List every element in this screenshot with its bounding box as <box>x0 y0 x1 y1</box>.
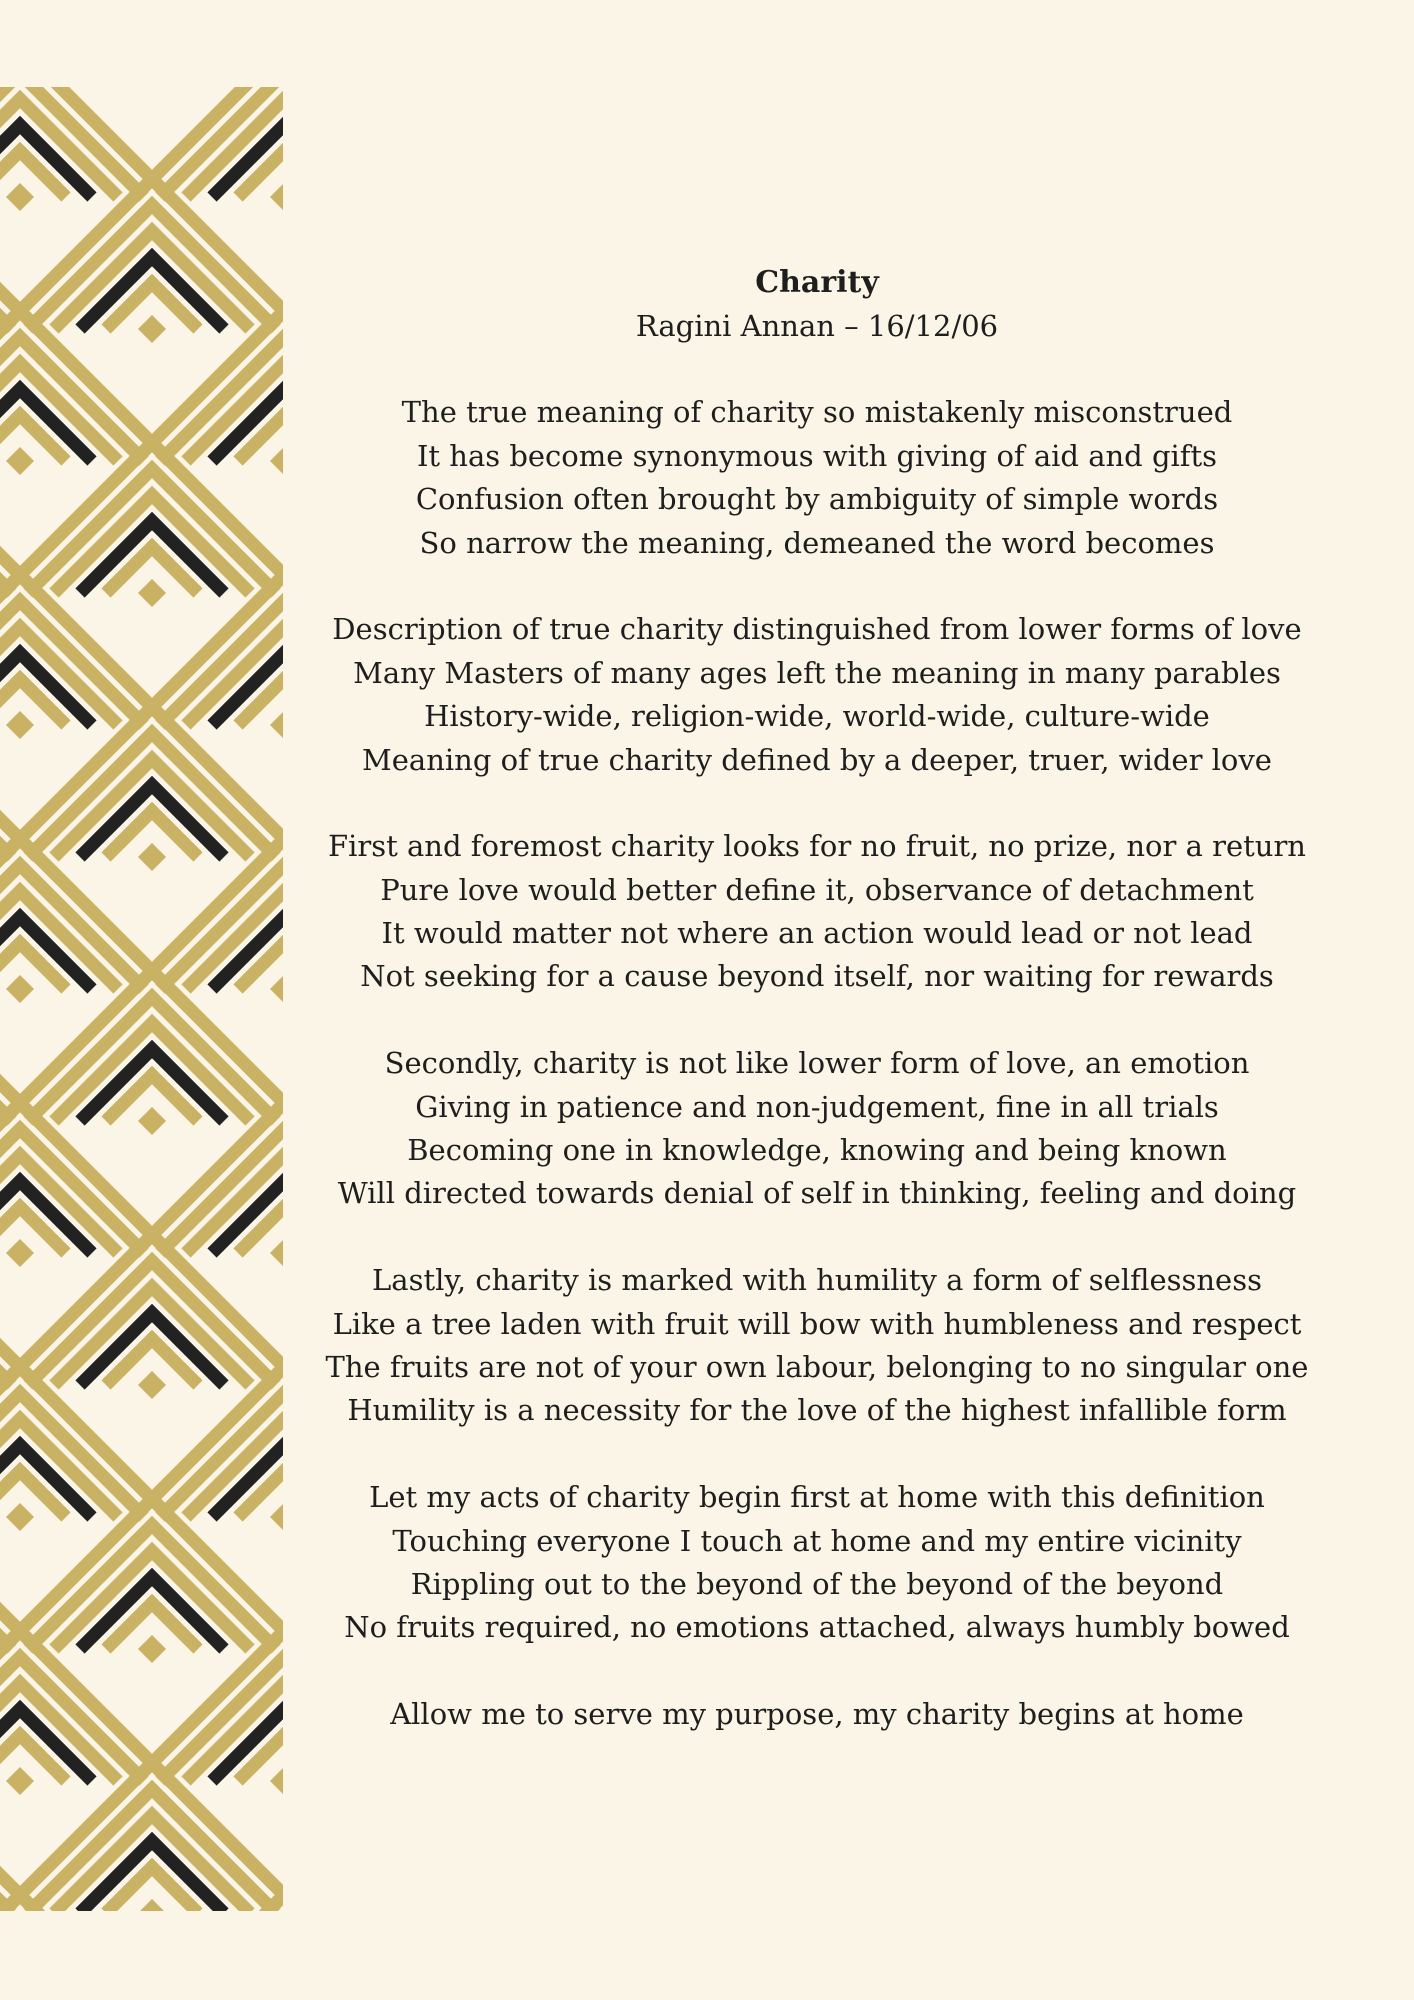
chevron-pattern-strip <box>0 87 283 1911</box>
poem-line: Many Masters of many ages left the meaning in many parables <box>353 655 1281 690</box>
stanza-gap <box>300 999 1334 1042</box>
poem-line: Let my acts of charity begin first at home with this definition <box>369 1480 1265 1515</box>
poem-line: It would matter not where an action would lead or not lead <box>381 916 1253 951</box>
poem-line: History-wide, religion-wide, world-wide, culture-wide <box>424 699 1210 734</box>
stanza <box>300 1259 1334 1433</box>
poem-line: Will directed towards denial of self in thinking, feeling and doing <box>337 1176 1297 1211</box>
stanza-gap <box>300 1650 1334 1693</box>
stanza-gap <box>300 782 1334 825</box>
poem-line: Rippling out to the beyond of the beyond of the beyond <box>410 1566 1224 1601</box>
stanza-gap <box>300 565 1334 608</box>
poem-line: Meaning of true charity defined by a deeper, truer, wider love <box>362 742 1272 777</box>
stanza <box>300 825 1334 999</box>
poem-line: Lastly, charity is marked with humility a form of selflessness <box>372 1263 1262 1298</box>
poem-line: Giving in patience and non-judgement, fine in all trials <box>415 1089 1219 1124</box>
poem-line: First and foremost charity looks for no fruit, no prize, nor a return <box>328 829 1306 864</box>
poem-line: Pure love would better define it, observance of detachment <box>380 872 1254 907</box>
poem-line: Not seeking for a cause beyond itself, nor waiting for rewards <box>360 959 1274 994</box>
poem-line: Allow me to serve my purpose, my charity begins at home <box>390 1697 1244 1732</box>
poem-line: No fruits required, no emotions attached, always humbly bowed <box>344 1610 1290 1645</box>
poem-line: The true meaning of charity so mistakenly misconstrued <box>401 395 1233 430</box>
poem-line: Confusion often brought by ambiguity of simple words <box>415 482 1219 517</box>
poem-line: Secondly, charity is not like lower form of love, an emotion <box>384 1046 1250 1081</box>
stanza <box>300 1693 1334 1736</box>
poem-byline: Ragini Annan – 16/12/06 <box>635 309 999 343</box>
poem-line: Like a tree laden with fruit will bow with humbleness and respect <box>332 1306 1302 1341</box>
poem-line: Becoming one in knowledge, knowing and being known <box>407 1133 1227 1168</box>
poem <box>300 261 1334 1737</box>
stanza <box>300 391 1334 565</box>
stanza <box>300 608 1334 782</box>
poem-line: It has become synonymous with giving of aid and gifts <box>416 438 1218 473</box>
poem-line: The fruits are not of your own labour, belonging to no singular one <box>325 1349 1309 1384</box>
stanza-gap <box>300 1433 1334 1476</box>
poem-line: So narrow the meaning, demeaned the word becomes <box>419 525 1215 560</box>
chevron-pattern <box>0 87 283 1911</box>
poem-title: Charity <box>755 265 879 300</box>
stanza-gap <box>300 348 1334 391</box>
poem-body <box>300 348 1334 1737</box>
poem-line: Touching everyone I touch at home and my entire vicinity <box>392 1523 1242 1558</box>
stanza <box>300 1042 1334 1216</box>
poem-line: Description of true charity distinguished from lower forms of love <box>332 612 1302 647</box>
stanza-gap <box>300 1216 1334 1259</box>
poem-line: Humility is a necessity for the love of the highest infallible form <box>347 1393 1287 1428</box>
stanza <box>300 1476 1334 1650</box>
